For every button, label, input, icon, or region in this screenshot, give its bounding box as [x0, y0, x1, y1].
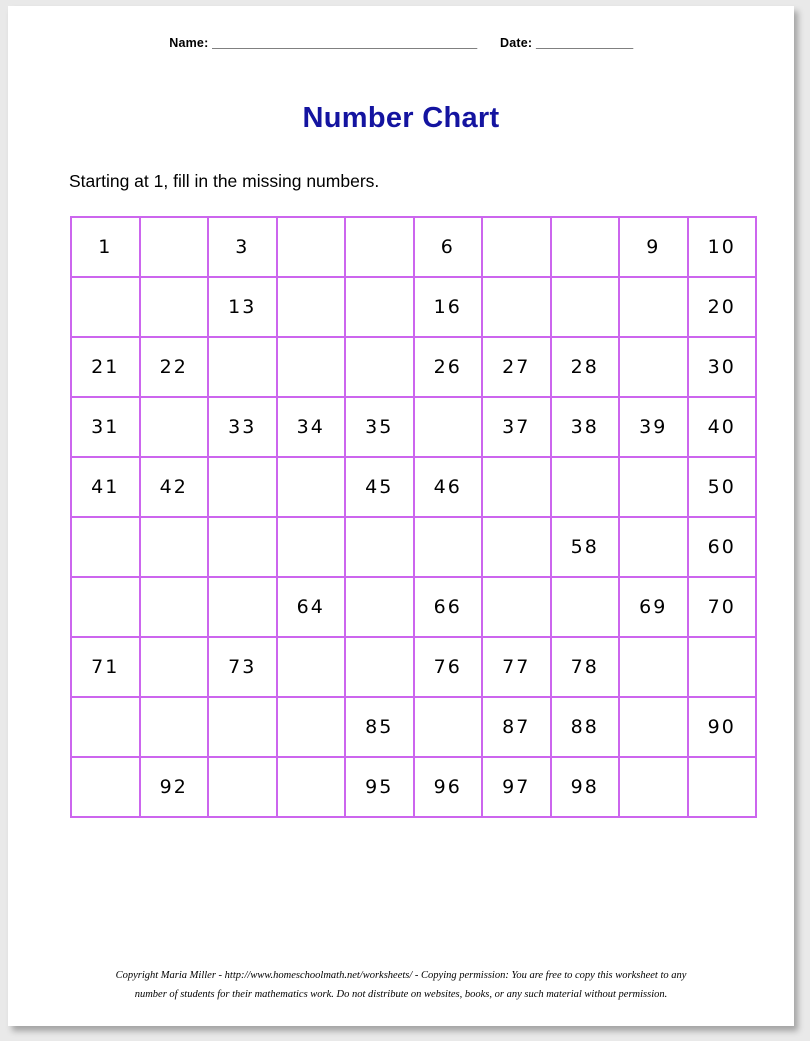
grid-cell[interactable]: 90 — [688, 697, 757, 757]
grid-cell[interactable] — [482, 277, 551, 337]
table-row — [71, 577, 756, 637]
grid-cell[interactable]: 92 — [140, 757, 209, 817]
number-chart-body — [71, 217, 756, 817]
grid-cell[interactable] — [208, 697, 277, 757]
grid-cell[interactable] — [140, 217, 209, 277]
footer-line-1: Copyright Maria Miller - http://www.homeschoolmath.net/worksheets/ - Copying permission: You are free to copy this worksheet to any — [115, 970, 687, 982]
grid-cell[interactable] — [619, 277, 688, 337]
grid-cell[interactable] — [208, 337, 277, 397]
grid-cell[interactable]: 88 — [551, 697, 620, 757]
grid-cell[interactable] — [140, 697, 209, 757]
grid-cell[interactable] — [345, 517, 414, 577]
grid-cell[interactable] — [414, 517, 483, 577]
grid-cell[interactable] — [277, 757, 346, 817]
grid-cell[interactable]: 28 — [551, 337, 620, 397]
grid-cell[interactable] — [414, 397, 483, 457]
table-row — [71, 217, 756, 277]
grid-cell[interactable]: 69 — [619, 577, 688, 637]
grid-cell[interactable] — [277, 217, 346, 277]
grid-cell[interactable]: 42 — [140, 457, 209, 517]
grid-cell[interactable]: 40 — [688, 397, 757, 457]
instructions-text: Starting at 1, fill in the missing numbers. — [69, 171, 380, 191]
grid-cell[interactable]: 31 — [71, 397, 140, 457]
grid-cell[interactable]: 45 — [345, 457, 414, 517]
grid-cell[interactable]: 50 — [688, 457, 757, 517]
grid-cell[interactable]: 33 — [208, 397, 277, 457]
grid-cell[interactable] — [619, 337, 688, 397]
grid-cell[interactable]: 73 — [208, 637, 277, 697]
table-row — [71, 397, 756, 457]
grid-cell[interactable]: 10 — [688, 217, 757, 277]
grid-cell[interactable]: 34 — [277, 397, 346, 457]
page-title: Number Chart — [302, 102, 500, 134]
grid-cell[interactable]: 20 — [688, 277, 757, 337]
grid-cell[interactable] — [71, 697, 140, 757]
grid-cell[interactable]: 6 — [414, 217, 483, 277]
grid-cell[interactable] — [551, 277, 620, 337]
grid-cell[interactable]: 13 — [208, 277, 277, 337]
grid-cell[interactable]: 22 — [140, 337, 209, 397]
grid-cell[interactable]: 70 — [688, 577, 757, 637]
grid-cell[interactable] — [619, 697, 688, 757]
grid-cell[interactable]: 27 — [482, 337, 551, 397]
name-date-header — [8, 36, 794, 50]
grid-cell[interactable]: 58 — [551, 517, 620, 577]
grid-cell[interactable] — [619, 757, 688, 817]
grid-cell[interactable] — [208, 577, 277, 637]
grid-cell[interactable] — [619, 517, 688, 577]
grid-cell[interactable] — [140, 277, 209, 337]
grid-cell[interactable] — [345, 217, 414, 277]
grid-cell[interactable] — [277, 337, 346, 397]
number-chart-table — [70, 216, 757, 818]
grid-cell[interactable] — [277, 517, 346, 577]
grid-cell[interactable] — [140, 637, 209, 697]
table-row — [71, 757, 756, 817]
grid-cell[interactable] — [208, 517, 277, 577]
grid-cell[interactable]: 66 — [414, 577, 483, 637]
grid-cell[interactable]: 64 — [277, 577, 346, 637]
grid-cell[interactable] — [140, 577, 209, 637]
date-blank-line: _______________ — [535, 36, 633, 50]
grid-cell[interactable]: 87 — [482, 697, 551, 757]
grid-cell[interactable]: 46 — [414, 457, 483, 517]
grid-cell[interactable]: 78 — [551, 637, 620, 697]
table-row — [71, 637, 756, 697]
grid-cell[interactable] — [619, 457, 688, 517]
table-row — [71, 457, 756, 517]
grid-cell[interactable] — [208, 457, 277, 517]
grid-cell[interactable] — [277, 277, 346, 337]
grid-cell[interactable] — [277, 457, 346, 517]
worksheet-page — [8, 6, 794, 1026]
grid-cell[interactable] — [482, 217, 551, 277]
grid-cell[interactable] — [688, 637, 757, 697]
table-row — [71, 697, 756, 757]
grid-cell[interactable] — [345, 337, 414, 397]
grid-cell[interactable] — [688, 757, 757, 817]
grid-cell[interactable]: 9 — [619, 217, 688, 277]
grid-cell[interactable] — [482, 577, 551, 637]
grid-cell[interactable]: 97 — [482, 757, 551, 817]
grid-cell[interactable]: 38 — [551, 397, 620, 457]
grid-cell[interactable] — [208, 757, 277, 817]
grid-cell[interactable] — [345, 577, 414, 637]
grid-cell[interactable]: 95 — [345, 757, 414, 817]
grid-cell[interactable]: 77 — [482, 637, 551, 697]
grid-cell[interactable] — [71, 517, 140, 577]
grid-cell[interactable] — [551, 577, 620, 637]
grid-cell[interactable]: 41 — [71, 457, 140, 517]
grid-cell[interactable]: 30 — [688, 337, 757, 397]
grid-cell[interactable] — [140, 517, 209, 577]
grid-cell[interactable] — [345, 637, 414, 697]
grid-cell[interactable] — [482, 517, 551, 577]
grid-cell[interactable]: 37 — [482, 397, 551, 457]
grid-cell[interactable]: 96 — [414, 757, 483, 817]
grid-cell[interactable]: 35 — [345, 397, 414, 457]
grid-cell[interactable] — [71, 277, 140, 337]
grid-cell[interactable] — [71, 757, 140, 817]
grid-cell[interactable]: 26 — [414, 337, 483, 397]
grid-cell[interactable]: 60 — [688, 517, 757, 577]
grid-cell[interactable] — [551, 217, 620, 277]
grid-cell[interactable] — [482, 457, 551, 517]
grid-cell[interactable] — [619, 637, 688, 697]
grid-cell[interactable]: 71 — [71, 637, 140, 697]
name-label: Name: — [169, 36, 209, 50]
copyright-footer — [8, 967, 794, 1004]
grid-cell[interactable] — [71, 577, 140, 637]
grid-cell[interactable] — [277, 697, 346, 757]
grid-cell[interactable] — [140, 397, 209, 457]
grid-cell[interactable] — [551, 457, 620, 517]
grid-cell[interactable]: 76 — [414, 637, 483, 697]
grid-cell[interactable]: 16 — [414, 277, 483, 337]
date-label: Date: — [500, 36, 533, 50]
grid-cell[interactable]: 1 — [71, 217, 140, 277]
grid-cell[interactable]: 98 — [551, 757, 620, 817]
grid-cell[interactable]: 21 — [71, 337, 140, 397]
table-row — [71, 337, 756, 397]
grid-cell[interactable] — [277, 637, 346, 697]
table-row — [71, 277, 756, 337]
footer-line-2: number of students for their mathematics work. Do not distribute on websites, books, or any such material without permission. — [134, 988, 668, 1000]
grid-cell[interactable]: 3 — [208, 217, 277, 277]
name-blank-line: _________________________________________ — [212, 36, 477, 50]
grid-cell[interactable]: 39 — [619, 397, 688, 457]
table-row — [71, 517, 756, 577]
grid-cell[interactable] — [414, 697, 483, 757]
grid-cell[interactable] — [345, 277, 414, 337]
number-chart-grid — [70, 216, 757, 818]
grid-cell[interactable]: 85 — [345, 697, 414, 757]
